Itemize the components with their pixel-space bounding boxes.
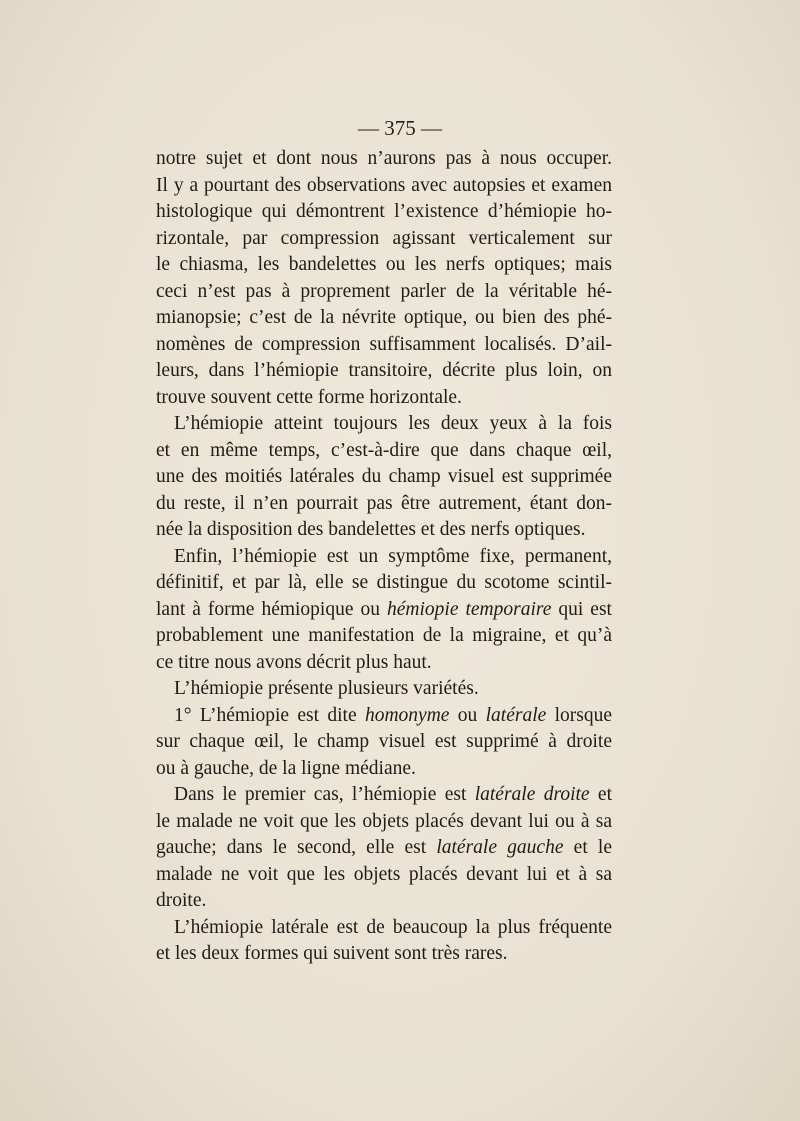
- text-line: [156, 173, 612, 200]
- text-segment: L’hémiopie latérale est de beaucoup la plus fréquente: [174, 916, 612, 938]
- italic-term: latérale droite: [474, 784, 590, 805]
- text-line: [156, 252, 612, 279]
- italic-term: hémiopie temporaire: [387, 598, 552, 620]
- text-segment: le chiasma, les bandelettes ou les nerfs optiques; mais: [156, 254, 612, 275]
- text-line: [156, 782, 612, 809]
- text-line: [156, 438, 612, 465]
- text-line: [156, 491, 612, 518]
- text-segment: Il y a pourtant des observations avec autopsies et examen: [156, 174, 612, 196]
- text-segment: et les deux formes qui suivent sont très rares.: [156, 943, 508, 964]
- text-segment: L’hémiopie atteint toujours les deux yeux à la fois: [174, 413, 612, 434]
- text-line: [156, 279, 612, 306]
- text-segment: le malade ne voit que les objets placés devant lui ou à sa: [156, 810, 612, 832]
- text-line: [156, 411, 612, 438]
- text-segment: probablement une manifestation de la migraine, et qu’à: [156, 625, 612, 646]
- text-line: [156, 809, 612, 836]
- text-line: [156, 650, 612, 677]
- text-line: [156, 729, 612, 756]
- text-segment: malade ne voit que les objets placés devant lui et à sa: [156, 863, 612, 885]
- text-line: [156, 226, 612, 253]
- text-line: [156, 623, 612, 650]
- text-segment: droite.: [156, 890, 207, 911]
- text-line: [156, 146, 612, 173]
- text-segment: qui est: [551, 598, 612, 620]
- text-line: [156, 385, 612, 412]
- text-segment: et: [589, 784, 612, 805]
- page-number: — 375 —: [358, 116, 442, 140]
- text-line: [156, 332, 612, 359]
- text-line: [156, 888, 612, 915]
- text-segment: nomènes de compression suffisamment localisés. D’ail-: [156, 333, 612, 355]
- text-segment: lant à forme hémiopique ou: [156, 598, 387, 620]
- text-segment: trouve souvent cette forme horizontale.: [156, 386, 462, 408]
- text-line: [156, 199, 612, 226]
- text-line: [156, 464, 612, 491]
- text-line: [156, 703, 612, 730]
- text-segment: une des moitiés latérales du champ visuel est supprimée: [156, 466, 612, 487]
- text-segment: définitif, et par là, elle se distingue du scotome scintil-: [156, 572, 612, 593]
- text-segment: du reste, il n’en pourrait pas être autrement, étant don-: [156, 492, 612, 514]
- text-line: [156, 305, 612, 332]
- text-segment: lorsque: [546, 704, 613, 726]
- text-line: [156, 544, 612, 571]
- text-segment: Dans le premier cas, l’hémiopie est: [174, 784, 475, 805]
- text-segment: ou à gauche, de la ligne médiane.: [156, 757, 416, 779]
- text-segment: L’hémiopie présente plusieurs variétés.: [174, 678, 479, 699]
- text-line: [156, 756, 612, 783]
- text-segment: et en même temps, c’est-à-dire que dans chaque œil,: [156, 439, 612, 461]
- text-segment: née la disposition des bandelettes et des nerfs optiques.: [156, 519, 586, 540]
- text-segment: ce titre nous avons décrit plus haut.: [156, 651, 432, 673]
- text-segment: mianopsie; c’est de la névrite optique, ou bien des phé-: [156, 307, 612, 328]
- text-line: [156, 941, 612, 968]
- text-segment: gauche; dans le second, elle est: [156, 837, 437, 858]
- body-text: [156, 146, 612, 968]
- text-line: [156, 862, 612, 889]
- italic-term: latérale: [485, 704, 547, 726]
- text-segment: rizontale, par compression agissant verticalement sur: [156, 227, 612, 249]
- text-line: [156, 676, 612, 703]
- text-line: [156, 915, 612, 942]
- text-line: [156, 570, 612, 597]
- text-line: [156, 835, 612, 862]
- text-segment: histologique qui démontrent l’existence d’hémiopie ho-: [156, 201, 612, 222]
- italic-term: latérale gauche: [436, 837, 564, 858]
- text-segment: sur chaque œil, le champ visuel est supprimé à droite: [156, 731, 612, 752]
- text-line: [156, 597, 612, 624]
- text-segment: 1° L’hémiopie est dite: [174, 704, 365, 726]
- text-segment: ou: [449, 704, 486, 726]
- text-line: [156, 517, 612, 544]
- text-segment: Enfin, l’hémiopie est un symptôme fixe, permanent,: [174, 545, 612, 567]
- text-segment: leurs, dans l’hémiopie transitoire, décrite plus loin, on: [156, 360, 612, 381]
- italic-term: homonyme: [364, 704, 450, 726]
- text-segment: ceci n’est pas à proprement parler de la véritable hé-: [156, 280, 612, 302]
- text-segment: notre sujet et dont nous n’aurons pas à nous occuper.: [156, 148, 612, 169]
- text-segment: et le: [563, 837, 612, 858]
- text-line: [156, 358, 612, 385]
